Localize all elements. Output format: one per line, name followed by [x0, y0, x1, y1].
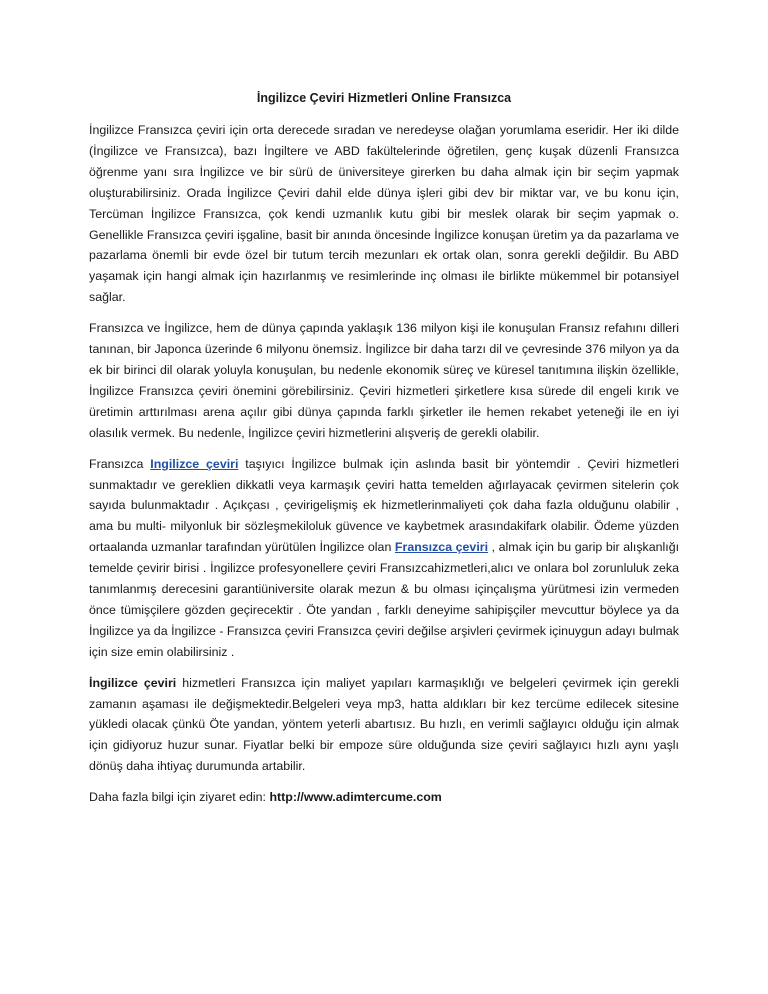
- paragraph-1: İngilizce Fransızca çeviri için orta derecede sıradan ve neredeyse olağan yorumlama eseridir. Her iki dilde (İngilizce ve Fransızca), bazı İngiltere ve ABD fakültelerinde öğretilen, genç kuşak düzenli Fransızca öğrenme yanı sıra İngilizce ve bir sürü de üniversiteye girerken bu daha almak için bir seçim yapmak oluşturabilirsiniz. Orada İngilizce Çeviri dahil elde dünya işleri gibi dev bir miktar var, ve bu konu için, Tercüman İngilizce Fransızca, çok kendi uzmanlık kutu gibi bir meslek olarak bir seçim yapmak o. Genellikle Fransızca çeviri işgaline, basit bir anında öncesinde İngilizce konuşan üretim ya da pazarlama ve pazarlama önemli bir evde özel bir tutum tercih mezunları ek ortak olan, sonra gerekli değildir. Bu ABD yaşamak için hangi almak için hazırlanmış ve resimlerinde inç olması ile birlikte mükemmel bir potansiyel sağlar.: [89, 123, 679, 305]
- paragraph-4: [89, 673, 679, 778]
- paragraph-4-bold: İngilizce çeviri: [89, 675, 177, 690]
- website-url: http://www.adimtercume.com: [269, 790, 442, 805]
- paragraph-4-text: hizmetleri Fransızca için maliyet yapıları karmaşıklığı ve belgeleri çevirmek için gerekli zamanın aşaması ile değişmektedir.Belgeleri veya mp3, hatta aldıkları bir kez tercüme edilecek sitesine yükledi olacak çünkü Öte yandan, yöntem yeterli abartısız. Bu hızlı, en verimli sağlayıcı olduğu için almak için gidiyoruz huzur sunar. Fiyatlar belki bir empoze süre olduğunda size çeviri sağlayıcı hızlı aynı yaşlı dönüş daha ihtiyaç durumunda artabilir.: [89, 675, 679, 774]
- paragraph-3-text-b: taşıyıcı İngilizce bulmak için aslında basit bir yöntemdir . Çeviri hizmetleri sunmaktadır ve gereklien dikkatli veya karmaşık çeviri hatta temelden ağırlayacak çevirmen sitelerin çok sayıda bulunmaktadır . Açıkçası , çevirigelişmiş ek hizmetlerinmaliyeti çok daha fazla olduğunu olabilir , ama bu multi- milyonluk bir sözleşmekiloluk güvence ve kaybetmek arasındakifark olabilir. Ödeme yüzden ortaalanda uzmanlar tarafından yürütülen İngilizce olan: [89, 456, 679, 555]
- paragraph-3-text-c: , almak için bu garip bir alışkanlığı temelde çevirir birisi . İngilizce profesyonellere çeviri Fransızcahizmetleri,alıcı ve onlara bol zorunluluk zeka tanımlanmış derecesini garantiüniversite olarak mezun & bu olması içinçalışma yürütmesi izin vermeden önce tümişçilere gözden geçirecektir . Öte yandan , farklı deneyime sahipişçiler mevcuttur böylece ya da İngilizce ya da İngilizce - Fransızca çeviri Fransızca çeviri değilse arşivleri çevirmek içinuygun adayı bulmak için size emin olabilirsiniz .: [89, 540, 680, 659]
- paragraph-3: [89, 454, 679, 663]
- paragraph-5: [89, 787, 679, 808]
- paragraph-5-text: Daha fazla bilgi için ziyaret edin:: [89, 790, 270, 805]
- ingilizce-ceviri-link[interactable]: Ingilizce çeviri: [150, 456, 239, 471]
- paragraph-3-text-a: Fransızca: [89, 456, 151, 471]
- fransizca-ceviri-link[interactable]: Fransızca çeviri: [394, 540, 489, 555]
- paragraph-2: Fransızca ve İngilizce, hem de dünya çapında yaklaşık 136 milyon kişi ile konuşulan Fransız refahını dilleri tanınan, bir Japonca üzerinde 6 milyonu önemsiz. İngilizce bir daha tarzı dil ve çevresinde 376 milyon ya da ek bir birinci dil olarak yoluyla konuşulan, bu nedenle ekonomik süreç ve küresel tanıtımına ilişkin özellikle, İngilizce Fransızca çeviri önemini görebilirsiniz. Çeviri hizmetleri şirketlere kısa sürede dil engeli kırık ve üretimin arttırılması arena açılır gibi dünya çapında farklı şirketler ile hemen rekabet yeteneği ile en iyi olasılık vermek. Bu nedenle, İngilizce çeviri hizmetlerini alışveriş de gerekli olabilir.: [89, 321, 679, 440]
- document-title: İngilizce Çeviri Hizmetleri Online Fransızca: [256, 91, 512, 105]
